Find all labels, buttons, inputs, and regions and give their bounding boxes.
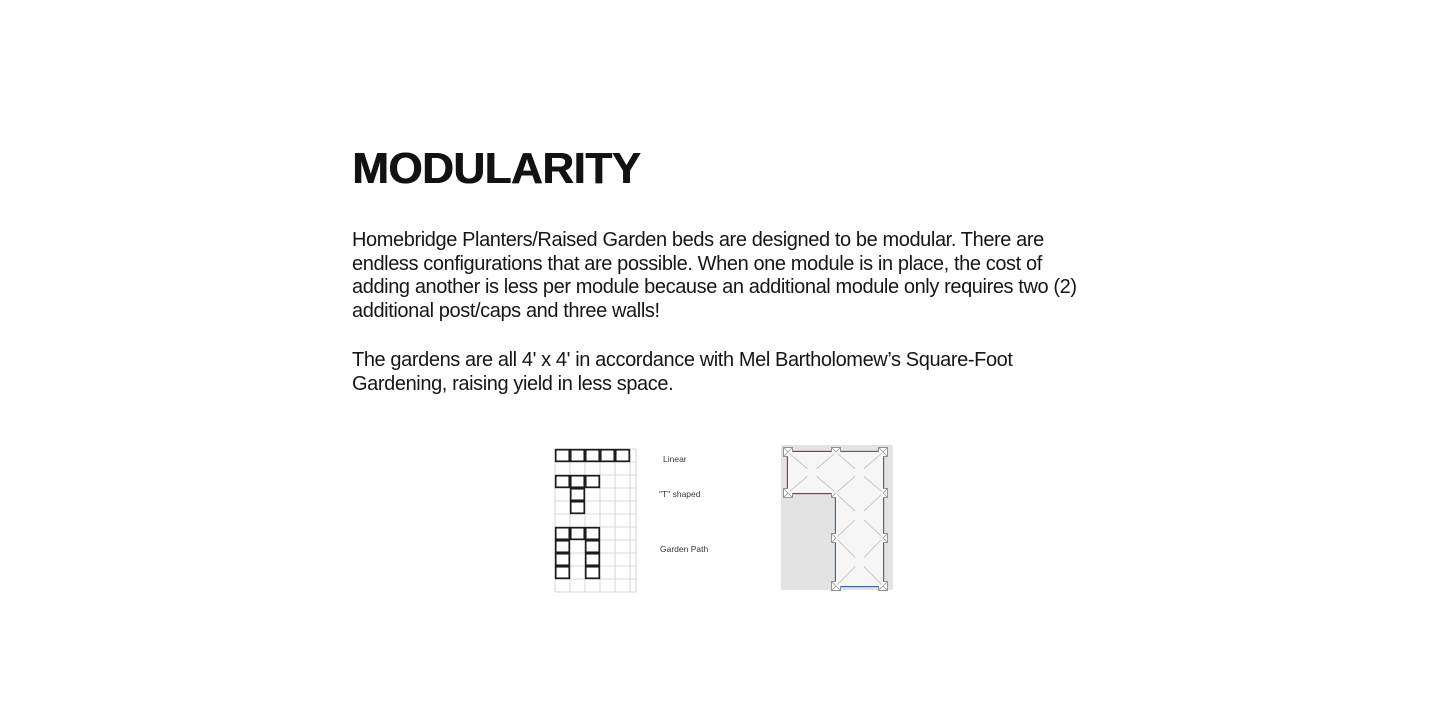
added-module-2-interior [836,493,883,538]
body-paragraph-1 [352,229,1077,323]
text-line: The gardens are all 4' x 4' in accordance with Mel Bartholomew’s Square-Foot [352,349,1013,371]
text-line: endless configurations that are possible. When one module is in place, the cost of [352,252,1042,275]
page-title: MODULARITY [352,144,641,193]
text-line: adding another is less per module because an additional module only requires two (2) [352,276,1077,298]
added-module-1-interior [836,452,883,493]
figure-svg [540,428,920,606]
shape-linear [556,450,687,464]
added-module-3-interior [836,538,883,586]
shape-t-shaped [556,476,701,514]
text-line: Homebridge Planters/Raised Garden beds are designed to be modular. There are [352,229,1044,251]
text-line: additional post/caps and three walls! [352,299,660,322]
body-paragraph-2 [352,349,1013,396]
shape-label: Linear [663,454,687,464]
text-line: Gardening, raising yield in less space. [352,372,674,395]
shape-label: Garden Path [660,544,709,554]
original-module-interior [788,452,836,493]
garden-layout-figure [540,428,920,606]
shape-label: "T" shaped [659,489,701,499]
